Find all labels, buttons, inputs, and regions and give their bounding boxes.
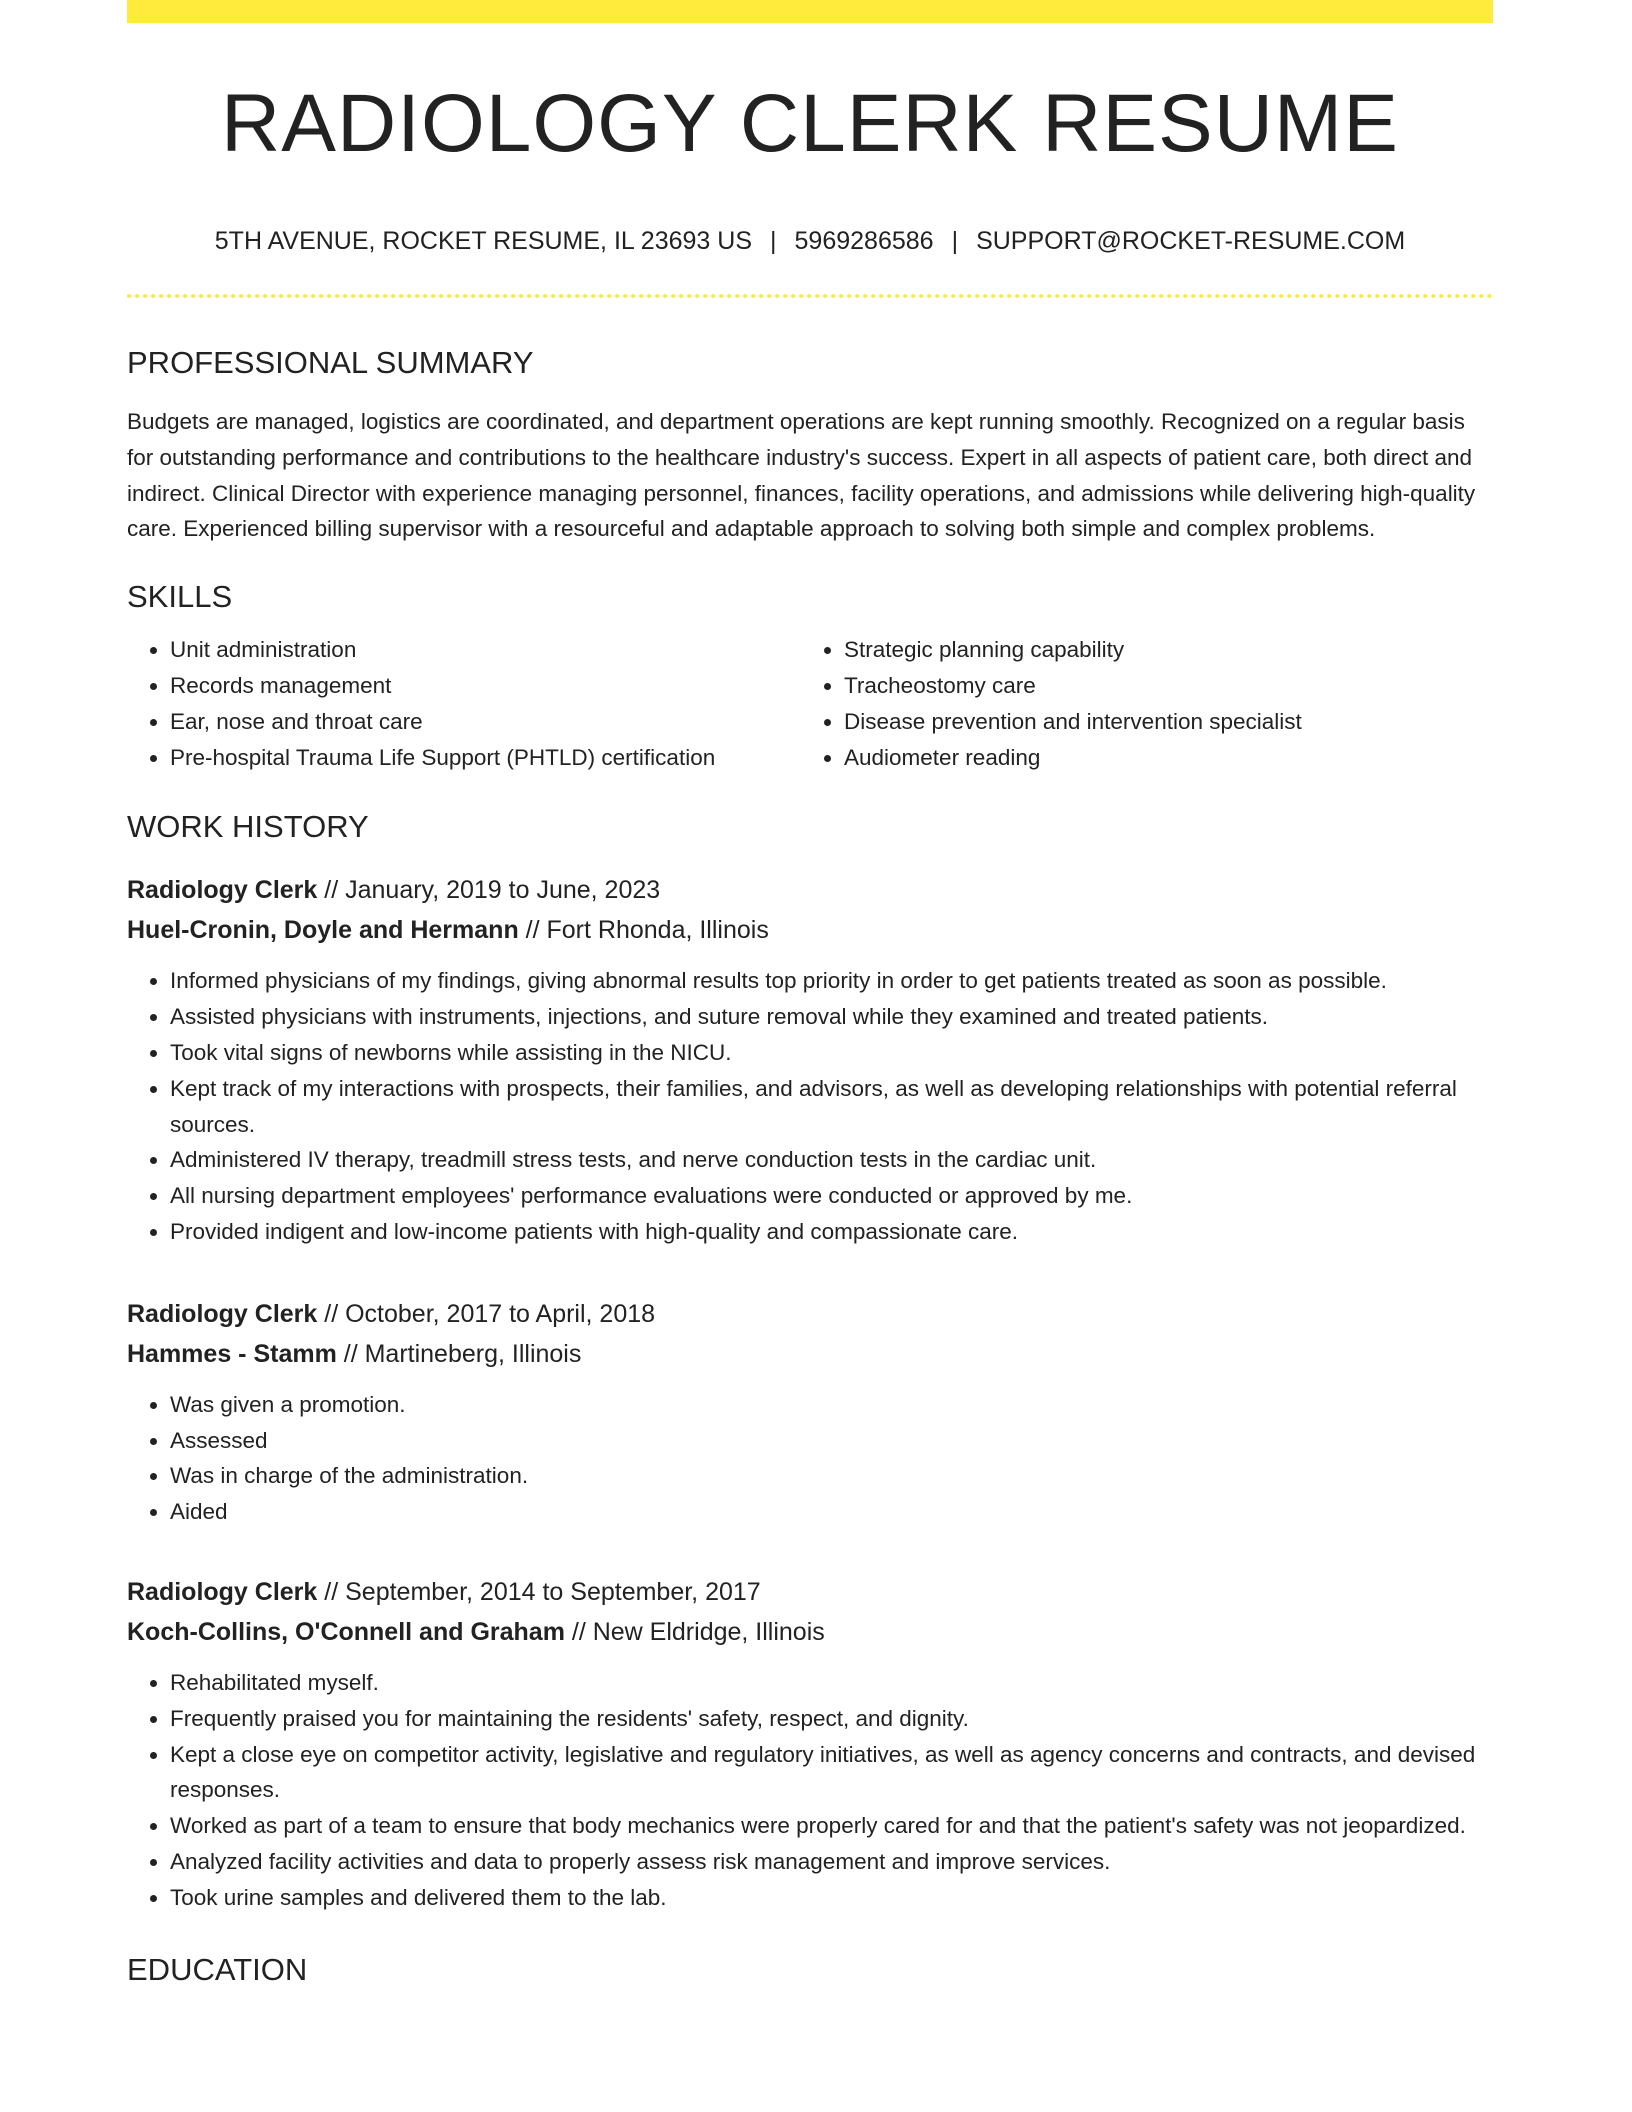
job-company: Hammes - Stamm — [127, 1339, 337, 1368]
skill-item: • Disease prevention and intervention specialist — [844, 704, 1464, 740]
job-title: Radiology Clerk — [127, 1299, 318, 1328]
job-title: Radiology Clerk — [127, 1577, 318, 1606]
skill-item: • Pre-hospital Trauma Life Support (PHTLD) certification — [170, 740, 801, 776]
job-entry — [127, 1299, 1493, 1530]
job-bullet: • Took urine samples and delivered them to the lab. — [170, 1880, 1493, 1916]
skill-item: • Tracheostomy care — [844, 668, 1464, 704]
job-title: Radiology Clerk — [127, 876, 318, 905]
job-title-line — [127, 1299, 1493, 1328]
work-history-heading: WORK HISTORY — [127, 809, 369, 845]
job-bullet: • Took vital signs of newborns while assisting in the NICU. — [170, 1035, 1493, 1071]
contact-email[interactable]: SUPPORT@ROCKET-RESUME.COM — [976, 227, 1406, 255]
job-company-line — [127, 918, 1493, 943]
job-bullet: • Was given a promotion. — [170, 1387, 1493, 1423]
dotted-divider — [127, 294, 1493, 298]
skill-item: • Audiometer reading — [844, 740, 1464, 776]
resume-title: RADIOLOGY CLERK RESUME — [221, 78, 1399, 169]
job-dates: // January, 2019 to June, 2023 — [317, 876, 661, 905]
job-dates: // October, 2017 to April, 2018 — [317, 1299, 656, 1328]
job-bullet: • Informed physicians of my findings, giving abnormal results top priority in order to get patients treated as soon as possible. — [170, 963, 1493, 999]
job-entry — [127, 878, 1493, 1249]
contact-line — [127, 229, 1493, 254]
job-bullet: • Kept track of my interactions with prospects, their families, and advisors, as well as developing relationships with potential referral sources. — [170, 1071, 1493, 1143]
job-bullet: • Worked as part of a team to ensure that body mechanics were properly cared for and that the patient's safety was not jeopardized. — [170, 1808, 1493, 1844]
job-bullets — [127, 1665, 1493, 1916]
skill-item: • Strategic planning capability — [844, 632, 1464, 668]
skills-column-right — [801, 632, 1464, 775]
contact-phone: 5969286586 — [794, 227, 934, 255]
skill-item: • Unit administration — [170, 632, 801, 668]
contact-separator: | — [770, 227, 777, 255]
job-bullet: • Aided — [170, 1494, 1493, 1530]
skill-item: • Records management — [170, 668, 801, 704]
summary-heading: PROFESSIONAL SUMMARY — [127, 345, 534, 380]
skills-column-left — [127, 632, 801, 775]
contact-address: 5TH AVENUE, ROCKET RESUME, IL 23693 US — [214, 227, 753, 255]
job-bullets — [127, 1387, 1493, 1530]
job-title-line — [127, 1577, 1493, 1606]
summary-text: Budgets are managed, logistics are coordinated, and department operations are kept running smoothly. Recognized on a regular basis for outstanding performance and contributions to the healthcare industry's success. Expert in all aspects of patient care, both direct and indirect. Clinical Director with experience managing personnel, finances, facility operations, and admissions while delivering high-quality care. Experienced billing supervisor with a resourceful and adaptable approach to solving both simple and complex problems. — [127, 409, 1476, 542]
job-company-line — [127, 1339, 1493, 1368]
contact-separator: | — [951, 227, 959, 255]
job-location: // Martineberg, Illinois — [336, 1339, 582, 1368]
resume-page — [127, 0, 1493, 1985]
job-dates: // September, 2014 to September, 2017 — [317, 1577, 761, 1606]
job-company: Koch-Collins, O'Connell and Graham — [127, 1617, 565, 1646]
job-company-line — [127, 1617, 1493, 1646]
skills-heading: SKILLS — [127, 579, 233, 615]
job-bullet: • Kept a close eye on competitor activity, legislative and regulatory initiatives, as well as agency concerns and contracts, and devised responses. — [170, 1737, 1493, 1809]
job-bullet: • Provided indigent and low-income patients with high-quality and compassionate care. — [170, 1214, 1493, 1250]
job-location: // New Eldridge, Illinois — [564, 1617, 825, 1646]
job-bullet: • Assisted physicians with instruments, injections, and suture removal while they examined and treated patients. — [170, 999, 1493, 1035]
job-entry — [127, 1577, 1493, 1916]
education-heading: EDUCATION — [127, 1951, 308, 1987]
job-bullet: • Analyzed facility activities and data to properly assess risk management and improve services. — [170, 1844, 1493, 1880]
job-bullet: • Frequently praised you for maintaining the residents' safety, respect, and dignity. — [170, 1701, 1493, 1737]
skills-list — [127, 632, 1493, 775]
skill-item: • Ear, nose and throat care — [170, 704, 801, 740]
job-bullet: • Rehabilitated myself. — [170, 1665, 1493, 1701]
accent-top-bar — [127, 0, 1493, 23]
job-bullet: • Was in charge of the administration. — [170, 1458, 1493, 1494]
job-bullet: • All nursing department employees' performance evaluations were conducted or approved by me. — [170, 1178, 1493, 1214]
job-title-line — [127, 878, 1493, 903]
job-bullets — [127, 963, 1493, 1249]
job-bullet: • Assessed — [170, 1423, 1493, 1459]
job-location: // Fort Rhonda, Illinois — [518, 916, 769, 945]
job-company: Huel-Cronin, Doyle and Hermann — [127, 916, 519, 945]
job-bullet: • Administered IV therapy, treadmill stress tests, and nerve conduction tests in the cardiac unit. — [170, 1142, 1493, 1178]
